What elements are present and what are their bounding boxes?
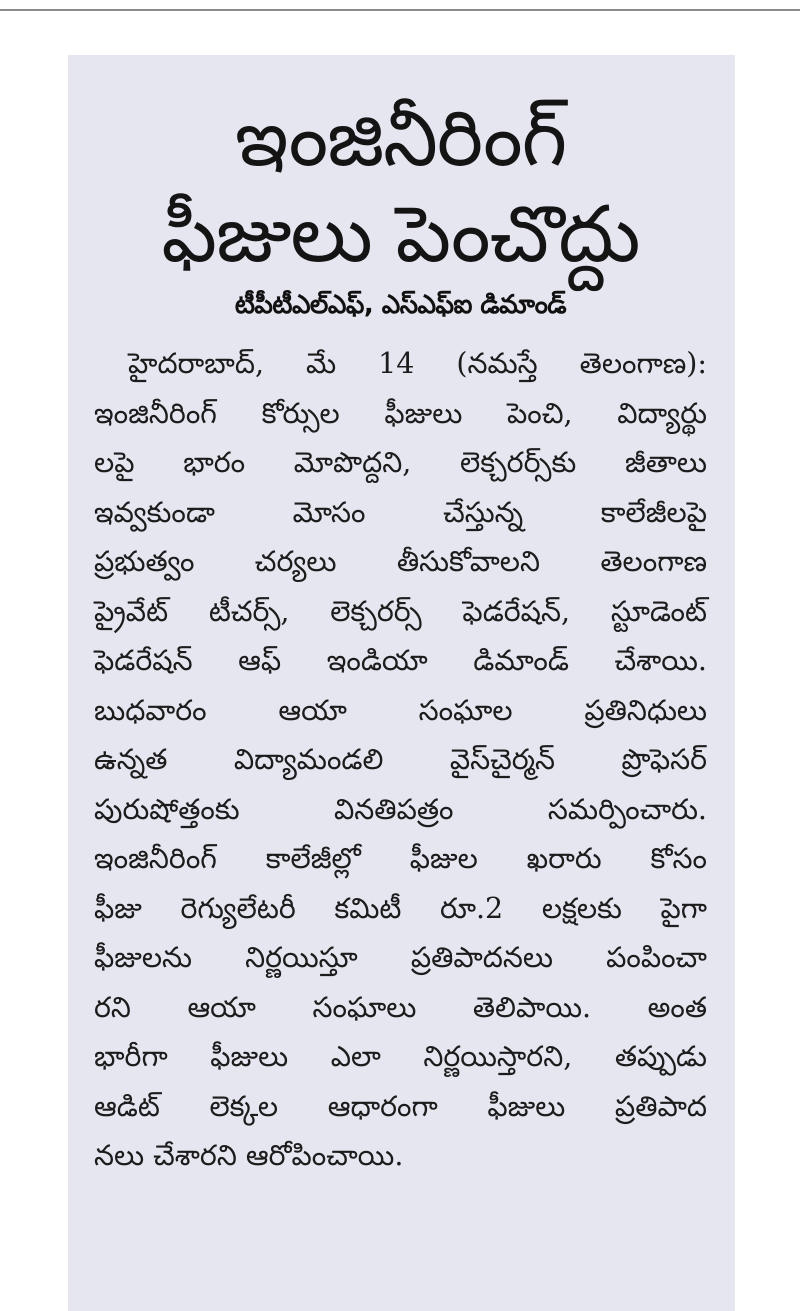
body-line: ఆడిట్‌ లెక్కల ఆధారంగా ఫీజులు ప్రతిపాద xyxy=(94,1089,707,1123)
subheadline: టీపీటీఎల్‌ఎఫ్‌, ఎస్‌ఎఫ్‌ఐ డిమాండ్‌ xyxy=(234,290,567,320)
top-divider xyxy=(0,0,800,11)
body-line: ప్రభుత్వం చర్యలు తీసుకోవాలని తెలంగాణ xyxy=(94,545,707,578)
body-line: ఇవ్వకుండా మోసం చేస్తున్న కాలేజీలపై xyxy=(94,495,707,529)
headline xyxy=(94,91,707,283)
body-line: ప్రైవేట్‌ టీచర్స్‌, లెక్చరర్స్‌ ఫెడరేషన్‌, స్టూడెంట్‌ xyxy=(94,594,707,628)
body-line: ఇంజినీరింగ్‌ కాలేజీల్లో ఫీజుల ఖరారు కోసం xyxy=(94,842,707,875)
headline-line-2: ఫీజులు పెంచొద్దు xyxy=(161,190,640,280)
body-line: భారీగా ఫీజులు ఎలా నిర్ణయిస్తారని, తప్పుడు xyxy=(94,1040,707,1073)
headline-line-1: ఇంజినీరింగ్ xyxy=(234,94,567,184)
body-line: ఉన్నత విద్యామండలి వైస్‌చైర్మన్‌ ప్రొఫెసర్‌ xyxy=(94,743,707,776)
body-line-dateline: హైదరాబాద్‌, మే 14 (నమస్తే తెలంగాణ): xyxy=(128,347,707,380)
body-line: ఫెడరేషన్‌ ఆఫ్‌ ఇండియా డిమాండ్‌ చేశాయి. xyxy=(94,644,707,677)
article-body xyxy=(94,339,707,1181)
body-line-last: నలు చేశారని ఆరోపించాయి. xyxy=(94,1139,404,1172)
body-line: బుధవారం ఆయా సంఘాల ప్రతినిధులు xyxy=(94,693,707,727)
body-line: లపై భారం మోపొద్దని, లెక్చరర్స్‌కు జీతాలు xyxy=(94,446,707,479)
body-line: ఫీజు రెగ్యులేటరీ కమిటీ రూ.2 లక్షలకు పైగా xyxy=(94,891,707,925)
body-line: రని ఆయా సంఘాలు తెలిపాయి. అంత xyxy=(94,990,707,1024)
body-line: ఇంజినీరింగ్‌ కోర్సుల ఫీజులు పెంచి, విద్యార్థు xyxy=(94,396,707,430)
newspaper-clipping xyxy=(68,55,735,1311)
body-line: ఫీజులను నిర్ణయిస్తూ ప్రతిపాదనలు పంపించా xyxy=(94,941,707,974)
body-line: పురుషోత్తంకు వినతిపత్రం సమర్పించారు. xyxy=(94,792,707,826)
